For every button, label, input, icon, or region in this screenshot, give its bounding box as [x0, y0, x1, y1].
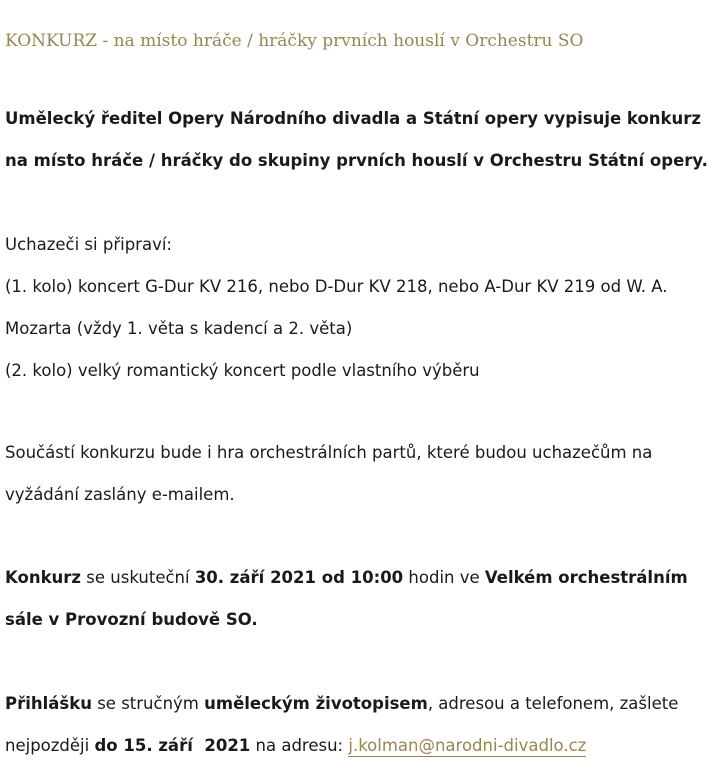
date-text-2: hodin ve: [403, 568, 485, 587]
intro-line-1: Umělecký ředitel Opery Národního divadla a Státní opery vypisuje konkurz: [5, 109, 701, 128]
audition-datetime: 30. září 2021 od 10:00: [194, 568, 404, 587]
date-paragraph: [5, 557, 717, 641]
cv-label: uměleckým životopisem: [204, 694, 428, 713]
application-line-2: [5, 725, 717, 767]
orchestral-parts-paragraph: [5, 432, 717, 516]
application-text-3: nejpozději: [5, 736, 95, 755]
contact-email-link[interactable]: j.kolman@narodni-divadlo.cz: [348, 736, 587, 755]
venue-part-1: Velkém orchestrálním: [484, 568, 688, 587]
application-paragraph: [5, 683, 717, 767]
application-text-1: se stručným: [91, 694, 205, 713]
preparation-heading: Uchazeči si připraví:: [5, 235, 172, 254]
notice-title: KONKURZ - na místo hráče / hráčky prvních houslí v Orchestru SO: [5, 31, 584, 51]
date-line-1: [5, 557, 717, 599]
intro-paragraph: [5, 98, 717, 182]
application-text-4: na adresu:: [250, 736, 349, 755]
round-1-line-1: (1. kolo) koncert G-Dur KV 216, nebo D-Dur KV 218, nebo A-Dur KV 219 od W. A.: [5, 277, 668, 296]
application-deadline: do 15. září 2021: [94, 736, 251, 755]
date-text-1: se uskuteční: [81, 568, 195, 587]
application-text-2: , adresou a telefonem, zašlete: [427, 694, 679, 713]
parts-line-2: vyžádání zaslány e-mailem.: [5, 485, 235, 504]
round-1-line-2: Mozarta (vždy 1. věta s kadencí a 2. věta): [5, 319, 353, 338]
round-2-line: (2. kolo) velký romantický koncert podle vlastního výběru: [5, 361, 480, 380]
application-line-1: [5, 683, 717, 725]
venue-part-2: sále v Provozní budově SO.: [5, 610, 258, 629]
parts-line-1: Součástí konkurzu bude i hra orchestrálních partů, které budou uchazečům na: [5, 443, 653, 462]
preparation-paragraph: [5, 224, 717, 392]
konkurz-label: Konkurz: [5, 568, 82, 587]
intro-line-2: na místo hráče / hráčky do skupiny prvních houslí v Orchestru Státní opery.: [5, 151, 708, 170]
application-label: Přihlášku: [5, 694, 92, 713]
